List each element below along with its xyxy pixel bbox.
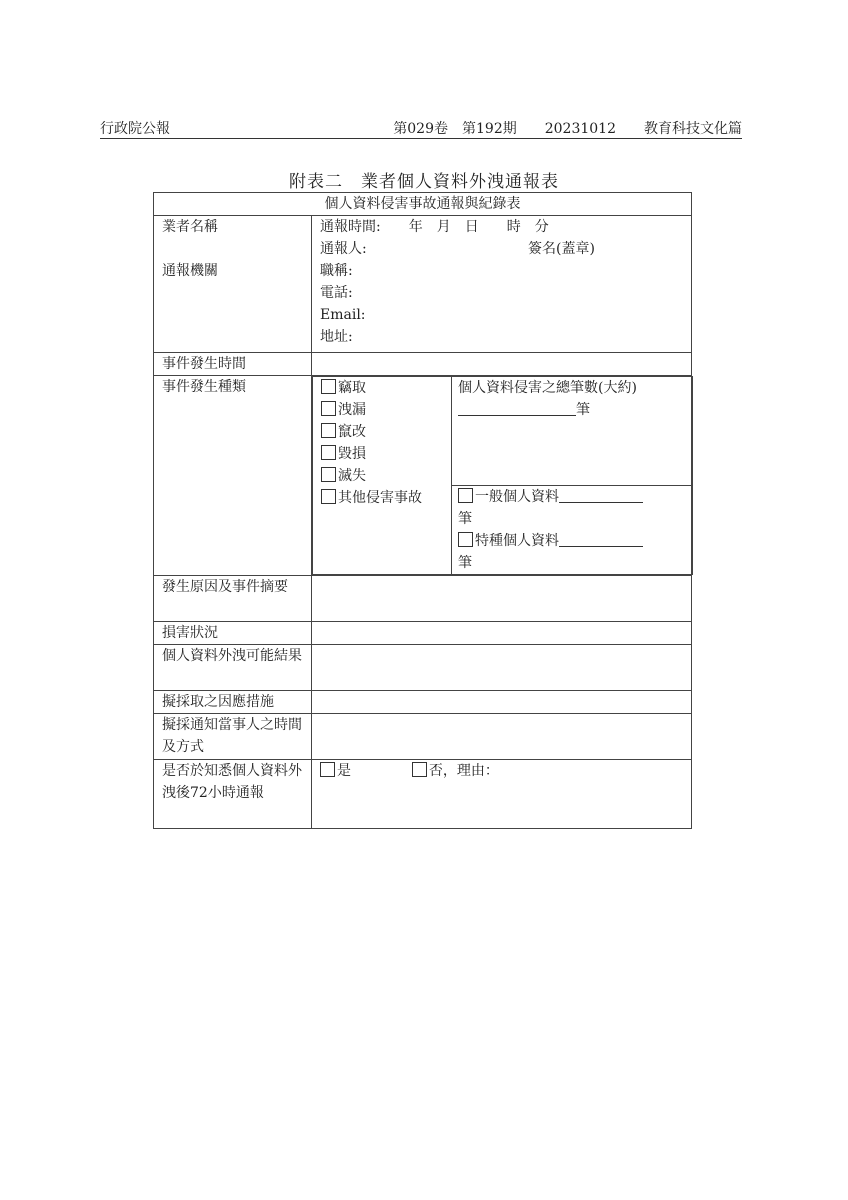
date: 20231012 — [544, 121, 616, 137]
special-count-line[interactable] — [559, 532, 643, 547]
consequence-label: 個人資料外洩可能結果 — [154, 645, 312, 691]
issue-info — [393, 118, 742, 138]
type-option[interactable]: 其他侵害事故 — [321, 487, 443, 509]
gazette-name: 行政院公報 — [100, 121, 170, 137]
authority-label: 通報機關 — [162, 263, 218, 279]
checkbox-icon[interactable] — [458, 488, 473, 503]
event-time-value — [312, 353, 692, 376]
checkbox-icon[interactable] — [321, 401, 336, 416]
damage-label: 損害狀況 — [154, 622, 312, 645]
notifier-label: 通報人: — [320, 241, 367, 257]
general-unit: 筆 — [458, 511, 472, 527]
checkbox-icon[interactable] — [320, 762, 335, 777]
company-name-label: 業者名稱 — [162, 219, 218, 235]
type-option[interactable]: 滅失 — [321, 465, 443, 487]
checkbox-icon[interactable] — [321, 423, 336, 438]
checkbox-icon[interactable] — [321, 445, 336, 460]
volume: 第029卷 — [393, 121, 448, 137]
form-caption: 個人資料侵害事故通報與紀錄表 — [154, 193, 692, 216]
special-data-option[interactable]: 特種個人資料 — [458, 530, 686, 552]
unit-label: 筆 — [576, 402, 590, 418]
event-time-label: 事件發生時間 — [154, 353, 312, 376]
consequence-value[interactable] — [312, 645, 692, 691]
type-option[interactable]: 竄改 — [321, 421, 443, 443]
total-count-line[interactable] — [458, 401, 576, 416]
general-count-line[interactable] — [559, 488, 643, 503]
cause-value[interactable] — [312, 576, 692, 622]
no-option[interactable]: 否，理由： — [412, 763, 499, 779]
company-authority-cell — [154, 216, 312, 353]
general-data-option[interactable]: 一般個人資料 — [458, 486, 686, 508]
type-option[interactable]: 洩漏 — [321, 399, 443, 421]
damage-value[interactable] — [312, 622, 692, 645]
email-label: Email: — [320, 307, 366, 323]
checkbox-icon[interactable] — [458, 532, 473, 547]
checkbox-icon[interactable] — [321, 379, 336, 394]
event-type-label: 事件發生種類 — [154, 376, 312, 576]
checkbox-icon[interactable] — [321, 489, 336, 504]
contact-cell — [312, 216, 692, 353]
section: 教育科技文化篇 — [644, 121, 742, 137]
page-header — [100, 118, 742, 139]
phone-label: 電話: — [320, 285, 353, 301]
event-type-options — [313, 377, 452, 575]
type-option[interactable]: 毀損 — [321, 443, 443, 465]
issue: 第192期 — [462, 121, 517, 137]
notify-party-value[interactable] — [312, 714, 692, 760]
form-title: 附表二 業者個人資料外洩通報表 — [289, 172, 559, 192]
special-unit: 筆 — [458, 555, 472, 571]
event-type-cell — [312, 376, 692, 576]
data-breakdown-cell — [452, 486, 693, 575]
position-label: 職稱: — [320, 263, 353, 279]
yes-option[interactable]: 是 — [320, 763, 351, 779]
measures-value[interactable] — [312, 691, 692, 714]
cause-label: 發生原因及事件摘要 — [154, 576, 312, 622]
measures-label: 擬採取之因應措施 — [154, 691, 312, 714]
checkbox-icon[interactable] — [412, 762, 427, 777]
checkbox-icon[interactable] — [321, 467, 336, 482]
address-label: 地址: — [320, 329, 353, 345]
total-count-label: 個人資料侵害之總筆數(大約) — [458, 380, 637, 396]
signature-label: 簽名(蓋章) — [528, 241, 595, 257]
within72-options — [312, 760, 692, 829]
within72-label: 是否於知悉個人資料外洩後72小時通報 — [154, 760, 312, 829]
notification-form — [153, 192, 692, 829]
type-option[interactable]: 竊取 — [321, 377, 443, 399]
notify-party-label: 擬採通知當事人之時間及方式 — [154, 714, 312, 760]
notify-time-label: 通報時間: 年 月 日 時 分 — [320, 219, 549, 235]
total-count-cell — [452, 377, 693, 486]
